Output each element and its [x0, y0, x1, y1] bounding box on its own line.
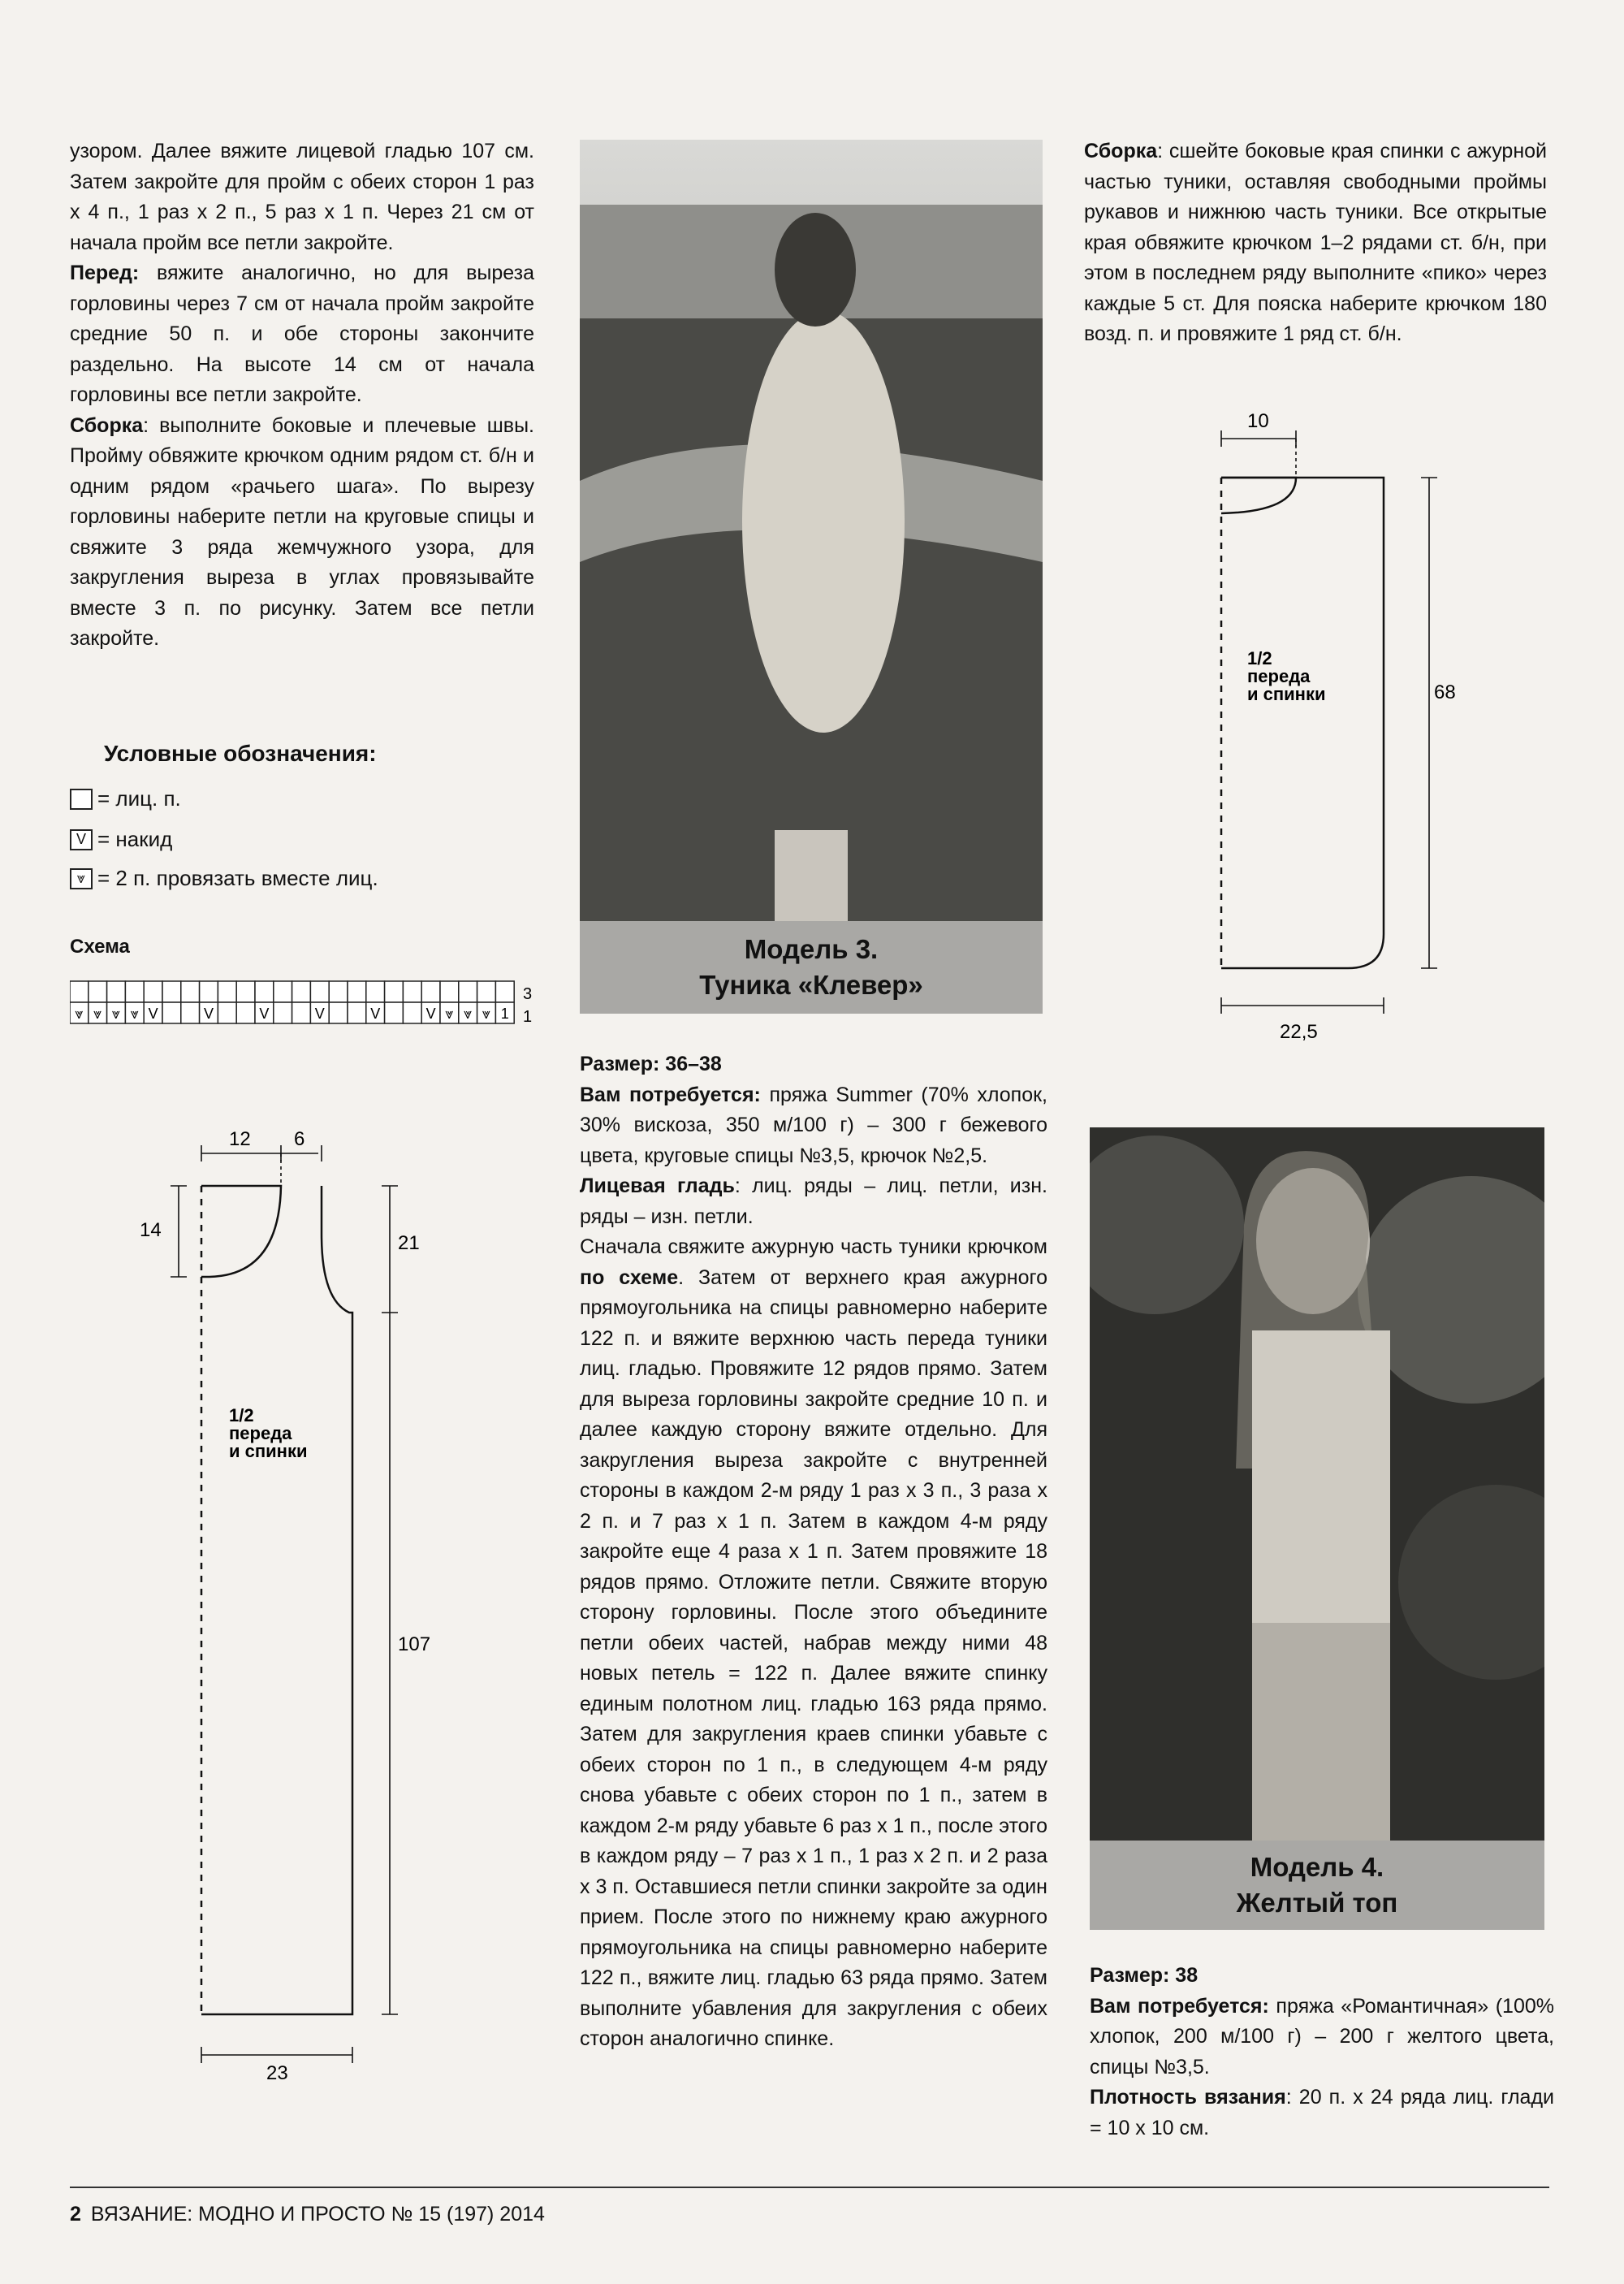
model-3-size [580, 1049, 1047, 1080]
schema-cell [310, 981, 329, 1002]
model-3-materials [580, 1080, 1047, 1172]
footer-divider [70, 2187, 1549, 2188]
density-label: Плотность вязания [1090, 2086, 1286, 2109]
model-4-size [1090, 1961, 1554, 1992]
schema-cell [162, 981, 181, 1002]
size-label: Размер: [580, 1053, 660, 1075]
schema-row-3: 3 [523, 985, 533, 1003]
density-text: : 20 п. х 24 ряда лиц. глади = 10 х 10 см. [1090, 2086, 1554, 2139]
schema-cell [403, 981, 421, 1002]
schema-row-1: 1 [523, 1008, 533, 1026]
legend-text: = лиц. п. [97, 786, 181, 811]
model-3-instructions [580, 1049, 1047, 2055]
schema-symbol: V [314, 1006, 325, 1022]
neck-curve-right [1221, 478, 1296, 513]
stitch-text: : лиц. ряды – лиц. петли, изн. ряды – изн. петли. [580, 1174, 1047, 1228]
neck-curve [201, 1186, 281, 1277]
model-3-body [580, 1232, 1047, 2055]
schema-cell [440, 981, 459, 1002]
dim-top: 10 [1247, 410, 1269, 432]
assembly-paragraph [70, 411, 534, 655]
schema-symbol: 1 [500, 1006, 509, 1022]
body-text-b: . Затем от верхнего края ажурного прямоугольника на спицы равномерно наберите 122 п. и вяжите верхнюю часть переда туники лиц. гладью. Провяжите 12 рядов прямо. Затем для выреза горловины закройте средние 10 п. и далее каждую сторону вяжите отдельно. Для закругления выреза закройте с внутренней стороны в каждом 2-м ряду 1 раз х 3 п., 3 раза х 2 п. и 7 раз х 1 п. Затем в каждом 4-м ряду закройте еще 4 раза х 1 п. Затем провяжите 18 рядов прямо. Отложите петли. Свяжите вторую сторону горловины. После этого объедините петли обеих частей, набрав между ними 48 новых петель = 122 п. Далее вяжите спинку единым полотном лиц. гладью 163 ряда прямо. Затем для закругления краев спинки убавьте с обеих сторон по 1 п., в следующем 4-м ряду снова убавьте с обеих сторон по 1 п., затем в каждом 2-м ряду убавьте 6 раз х 1 п., после этого в каждом ряду – 7 раз х 1 п., 1 раз х 2 п. и 2 раза х 3 п. Оставшиеся петли спинки закройте за один прием. После этого по нижнему краю ажурного прямоугольника на спицы равномерно наберите 122 п., вяжите лиц. гладью 63 ряда прямо. Затем выполните убавления для закругления с обеих сторон аналогично спинке. [580, 1265, 1047, 2050]
footer-text: ВЯЗАНИЕ: МОДНО И ПРОСТО № 15 (197) 2014 [90, 2203, 545, 2226]
model-3-caption-line1: Модель 3. [744, 934, 879, 964]
schema-cell [292, 1002, 311, 1023]
legend-text: = 2 п. провязать вместе лиц. [97, 866, 378, 890]
schema-symbol: ⩔ [130, 1006, 139, 1022]
schema-cell [329, 1002, 348, 1023]
front-label: Перед: [70, 262, 140, 284]
armhole-side-line [201, 1186, 352, 2014]
model-4-instructions [1090, 1961, 1554, 2143]
schema-cell [385, 981, 404, 1002]
schema-title: Схема [70, 936, 130, 958]
schema-cell [236, 981, 255, 1002]
schema-cell [236, 1002, 255, 1023]
model-3-caption [580, 921, 1043, 1014]
schema-symbol: V [259, 1006, 270, 1022]
assembly-text: : выполните боковые и плечевые швы. Пройму обвяжите крючком одним рядом ст. б/н и одним рядом «рачьего шага». По вырезу горловины наберите петли на круговые спицы и свяжите 3 ряда жемчужного узора, для закругления выреза в углах провязывайте вместе 3 п. по рисунку. Затем все петли закройте. [70, 413, 534, 650]
schema-cell [70, 981, 89, 1002]
column-1-text [70, 136, 534, 655]
column-3-text [1084, 136, 1547, 350]
schema-cell [181, 981, 200, 1002]
schema-cell [107, 981, 126, 1002]
pattern-left-label: 1/2 переда и спинки [229, 1405, 308, 1461]
model-4-image [1090, 1127, 1544, 1841]
dim-neck: 14 [140, 1219, 162, 1241]
schema-cell [477, 981, 496, 1002]
schema-cell [144, 981, 162, 1002]
schema-symbol: V [148, 1006, 158, 1022]
schema-symbol: ⩔ [445, 1006, 454, 1022]
schema-cell [274, 1002, 292, 1023]
footer [70, 2203, 545, 2226]
model-3-caption-line2: Туника «Клевер» [699, 970, 923, 1000]
model-3-stitch [580, 1171, 1047, 1232]
assembly-label: Сборка [70, 413, 144, 437]
schema-symbol: ⩔ [464, 1006, 473, 1022]
k2tog-icon: ⩔ [70, 868, 93, 889]
model-3-image [580, 140, 1043, 921]
side-line-right [1221, 478, 1384, 968]
legend-title: Условные обозначения: [104, 741, 377, 766]
pattern-right-label: 1/2 переда и спинки [1247, 648, 1326, 704]
schema-cell [200, 981, 218, 1002]
dim-top-right: 6 [294, 1128, 305, 1150]
schema-cell [459, 981, 477, 1002]
dim-top-left: 12 [229, 1128, 251, 1150]
schema-cell [125, 981, 144, 1002]
dim-armhole: 21 [398, 1232, 420, 1254]
schema-symbol: V [203, 1006, 214, 1022]
model-4-caption-line1: Модель 4. [1250, 1852, 1384, 1882]
stitch-label: Лицевая гладь [580, 1174, 735, 1197]
legend-item-k2tog [70, 866, 378, 891]
schema-symbol: ⩔ [93, 1006, 102, 1022]
assembly-label-3: Сборка [1084, 140, 1158, 162]
model-4-photo [1090, 1127, 1544, 1841]
front-paragraph [70, 258, 534, 411]
schema-cell [89, 981, 107, 1002]
schema-cell [181, 1002, 200, 1023]
schema-grid [70, 980, 541, 1030]
schema-cell [348, 981, 366, 1002]
size-value-4: 38 [1169, 1964, 1199, 1987]
schema-cells [70, 981, 514, 1023]
dim-bottom: 23 [266, 2062, 288, 2084]
continuation-paragraph: узором. Далее вяжите лицевой гладью 107 см. Затем закройте для пройм с обеих сторон 1 раз х 4 п., 1 раз х 2 п., 5 раз х 1 п. Через 21 см от начала пройм все петли закройте. [70, 140, 534, 254]
legend-item-yarnover [70, 827, 172, 852]
schema-cell [495, 981, 514, 1002]
materials-text: пряжа Summer (70% хлопок, 30% вискоза, 350 м/100 г) – 300 г бежевого цвета, круговые спицы №3,5, крючок №2,5. [580, 1083, 1047, 1167]
knit-stitch-icon [70, 789, 93, 810]
schema-symbol: ⩔ [75, 1006, 84, 1022]
model-4-caption-line2: Желтый топ [1236, 1888, 1398, 1918]
pattern-left-diagram [122, 1105, 512, 2096]
schema-cell [366, 981, 385, 1002]
schema-symbol: V [425, 1006, 436, 1022]
schema-cell [162, 1002, 181, 1023]
size-label-4: Размер: [1090, 1964, 1170, 1987]
yarnover-icon: V [70, 829, 93, 850]
schema-symbol: V [370, 1006, 381, 1022]
schema-cell [385, 1002, 404, 1023]
body-bold: по схеме [580, 1265, 679, 1289]
front-text: вяжите аналогично, но для выреза горловины через 7 см от начала пройм закройте средние 50 п. и обе стороны закончите раздельно. На высоте 14 см от начала горловины все петли закройте. [70, 262, 534, 406]
schema-cell [329, 981, 348, 1002]
model-4-caption [1090, 1841, 1544, 1930]
schema-cell [421, 981, 440, 1002]
materials-text-4: пряжа «Романтичная» (100% хлопок, 200 м/100 г) – 200 г желтого цвета, спицы №3,5. [1090, 1994, 1554, 2079]
dim-height-right: 68 [1434, 681, 1456, 703]
dim-bottom-right: 22,5 [1280, 1021, 1318, 1043]
schema-cell [218, 1002, 236, 1023]
model-4-density [1090, 2083, 1554, 2143]
schema-cell [274, 981, 292, 1002]
assembly-paragraph-3 [1084, 136, 1547, 350]
schema-cell [403, 1002, 421, 1023]
page-number: 2 [70, 2203, 81, 2226]
materials-label: Вам потребуется: [580, 1083, 761, 1106]
schema-symbol: ⩔ [482, 1006, 491, 1022]
model-4-materials [1090, 1992, 1554, 2083]
schema-cell [255, 981, 274, 1002]
legend-item-knit [70, 786, 181, 811]
dim-height: 107 [398, 1633, 431, 1655]
materials-label-4: Вам потребуется: [1090, 1994, 1269, 2018]
schema-cell [348, 1002, 366, 1023]
size-value: 36–38 [659, 1053, 722, 1075]
schema-cell [218, 981, 236, 1002]
body-text-a: Сначала свяжите ажурную часть туники крючком [580, 1235, 1047, 1258]
pattern-right-diagram [1194, 398, 1535, 1048]
assembly-text-3: : сшейте боковые края спинки с ажурной частью туники, оставляя свободными проймы рукавов и нижнюю часть туники. Все открытые края обвяжите крючком 1–2 рядами ст. б/н, при этом в последнем ряду выполните «пико» через каждые 5 ст. Для пояска наберите крючком 180 возд. п. и провяжите 1 ряд ст. б/н. [1084, 140, 1547, 345]
schema-symbol: ⩔ [111, 1006, 121, 1022]
model-3-photo [580, 140, 1043, 921]
schema-cell [292, 981, 311, 1002]
legend-text: = накид [97, 827, 173, 851]
